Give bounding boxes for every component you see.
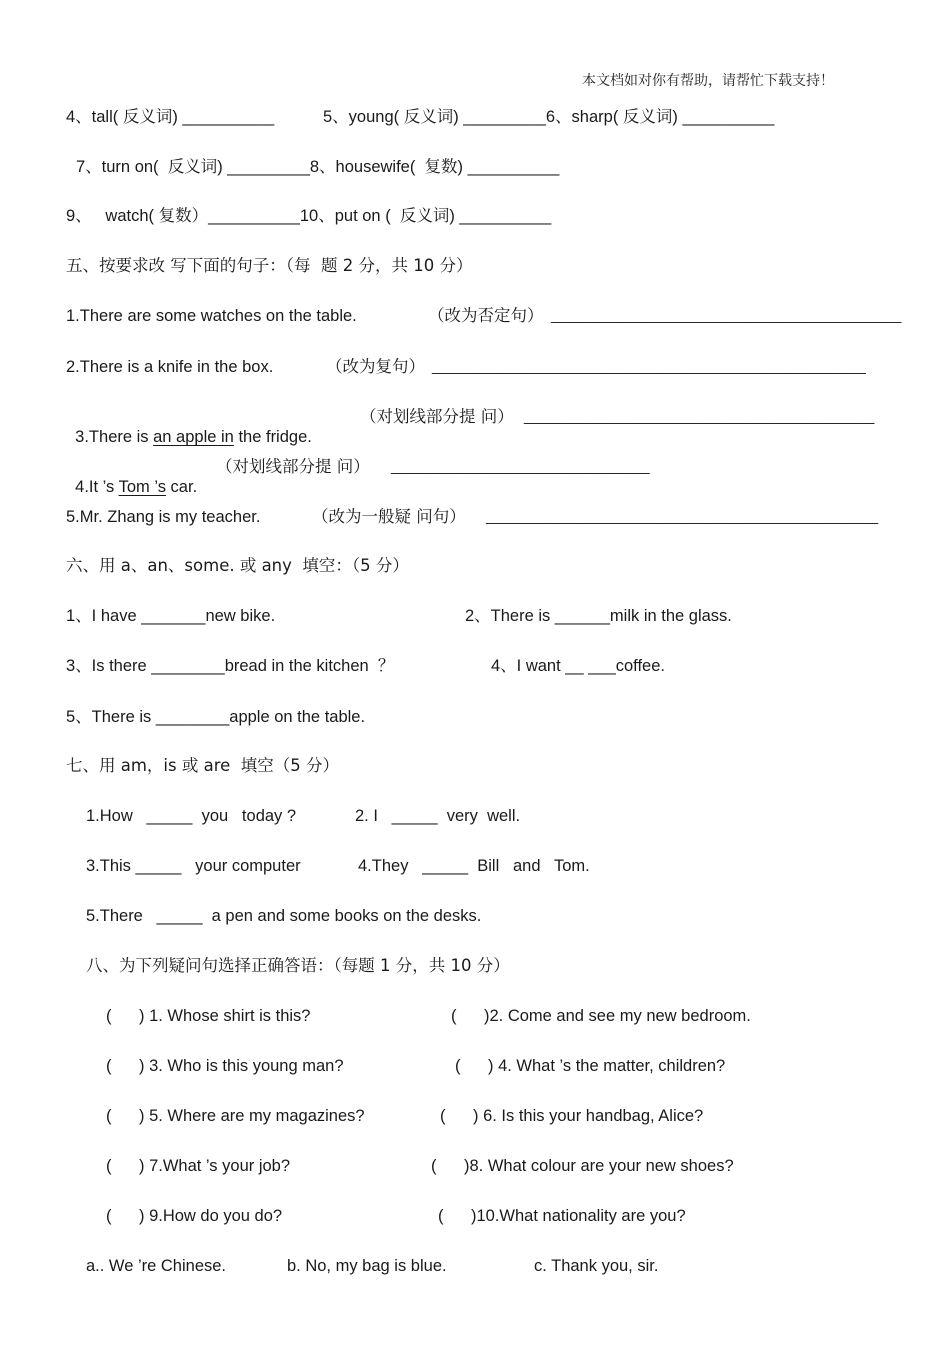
s7-question-5: 5.There _____ a pen and some books on the desks. xyxy=(86,907,482,925)
s5-question-2-instruction: （改为复句） xyxy=(326,357,425,376)
s7-question-4: 4.They _____ Bill and Tom. xyxy=(358,857,590,875)
s6-question-4: 4、I want __ ___coffee. xyxy=(491,657,665,675)
s5-question-4 xyxy=(66,457,197,497)
s8-answer-b: b. No, my bag is blue. xyxy=(287,1257,447,1275)
s8-question-10: ( )10.What nationality are you? xyxy=(438,1207,686,1225)
s6-question-5: 5、There is ________apple on the table. xyxy=(66,708,366,726)
s5-question-4-answer-blank[interactable]: _______________________________ xyxy=(391,458,650,475)
s5-q3-underlined-part: an apple in xyxy=(153,428,234,446)
section-6-title: 六、用 a、an、some. 或 any 填空：（5 分） xyxy=(66,556,409,575)
s8-question-5: ( ) 5. Where are my magazines? xyxy=(106,1107,365,1125)
s5-question-3-instruction: （对划线部分提 问） xyxy=(360,407,514,426)
s8-answer-a: a.. We ’re Chinese. xyxy=(86,1257,227,1275)
s6-question-2: 2、There is ______milk in the glass. xyxy=(465,607,732,625)
s5-question-3 xyxy=(66,407,312,447)
s8-question-4: ( ) 4. What ’s the matter, children? xyxy=(455,1057,726,1075)
s6-question-1: 1、I have _______new bike. xyxy=(66,607,276,625)
s8-answer-c: c. Thank you, sir. xyxy=(534,1257,659,1275)
s8-question-2: ( )2. Come and see my new bedroom. xyxy=(451,1007,751,1025)
s6-question-3: 3、Is there ________bread in the kitchen ？ xyxy=(66,657,395,675)
s7-question-1: 1.How _____ you today ? xyxy=(86,807,297,825)
s7-question-3: 3.This _____ your computer xyxy=(86,857,301,875)
section-8-title: 八、为下列疑问句选择正确答语：（每题 1 分，共 10 分） xyxy=(86,956,510,975)
s5-question-5-instruction: （改为一般疑 问句） xyxy=(312,507,466,526)
section-7-title: 七、用 am，is 或 are 填空（5 分） xyxy=(66,756,340,775)
s5-q4-suffix: car. xyxy=(165,478,198,496)
s5-q4-underlined-part: Tom ’s xyxy=(118,478,166,496)
s8-question-7: ( ) 7.What ’s your job? xyxy=(106,1157,291,1175)
s8-question-1: ( ) 1. Whose shirt is this? xyxy=(106,1007,311,1025)
page-header-note: 本文档如对你有帮助，请帮忙下载支持！ xyxy=(582,72,834,88)
s5-question-5-answer-blank[interactable]: _______________________________________________ xyxy=(486,508,879,525)
vocab-items-7-8: 7、turn on( 反义词) _________8、housewife( 复数) __________ xyxy=(76,158,560,176)
s5-q3-suffix: the fridge. xyxy=(233,428,312,446)
s5-q4-prefix: 4.It ’s xyxy=(75,478,119,496)
s7-question-2: 2. I _____ very well. xyxy=(355,807,521,825)
vocab-item-4: 4、tall( 反义词) __________ xyxy=(66,108,275,126)
s8-question-3: ( ) 3. Who is this young man? xyxy=(106,1057,344,1075)
s5-question-1-answer-blank[interactable]: __________________________________________ xyxy=(551,307,902,324)
s5-question-1-instruction: （改为否定句） xyxy=(428,306,544,325)
s5-question-5: 5.Mr. Zhang is my teacher. xyxy=(66,508,261,526)
section-5-title: 五、按要求改 写下面的句子：（每 题 2 分，共 10 分） xyxy=(66,256,473,275)
s8-question-8: ( )8. What colour are your new shoes? xyxy=(431,1157,734,1175)
s8-question-6: ( ) 6. Is this your handbag, Alice? xyxy=(440,1107,704,1125)
s5-question-4-instruction: （对划线部分提 问） xyxy=(216,457,370,476)
s5-question-3-answer-blank[interactable]: __________________________________________ xyxy=(524,408,875,425)
vocab-items-9-10: 9、 watch( 复数）__________10、put on ( 反义词) __________ xyxy=(66,207,552,225)
s5-question-2: 2.There is a knife in the box. xyxy=(66,358,274,376)
s5-q3-prefix: 3.There is xyxy=(75,428,154,446)
s8-question-9: ( ) 9.How do you do? xyxy=(106,1207,283,1225)
s5-question-2-answer-blank[interactable]: ____________________________________________________ xyxy=(432,358,866,375)
s5-question-1: 1.There are some watches on the table. xyxy=(66,307,357,325)
vocab-items-5-6: 5、young( 反义词) _________6、sharp( 反义词) __________ xyxy=(323,108,775,126)
